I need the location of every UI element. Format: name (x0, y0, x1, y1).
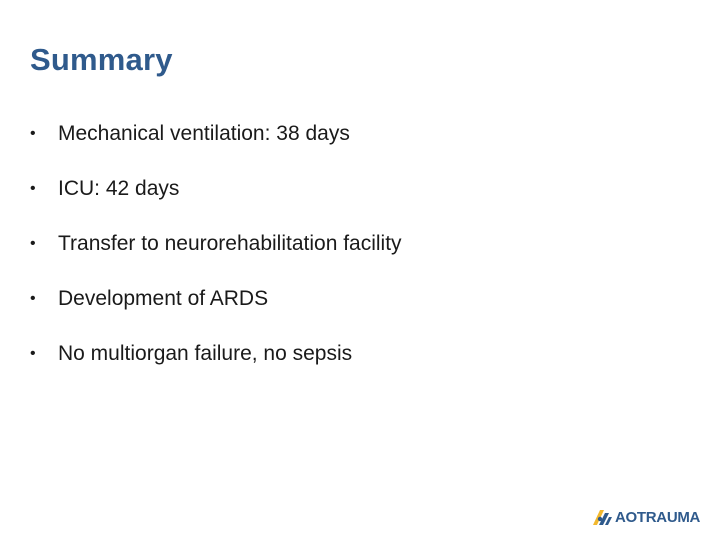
bullet-icon: • (30, 290, 36, 307)
list-item (30, 232, 402, 287)
bullet-text: Development of ARDS (58, 287, 269, 310)
bullet-text: Mechanical ventilation: 38 days (58, 122, 350, 145)
ao-trauma-logo-icon (591, 507, 613, 527)
bullet-icon: • (30, 180, 36, 197)
slide-title: Summary (30, 42, 173, 77)
list-item (30, 122, 402, 177)
bullet-icon: • (30, 125, 36, 142)
ao-trauma-logo (591, 505, 700, 529)
bullet-text: Transfer to neurorehabilitation facility (58, 232, 402, 255)
bullet-icon: • (30, 345, 36, 362)
logo-text: AOTRAUMA (615, 508, 701, 526)
list-item (30, 177, 402, 232)
bullet-list (30, 122, 402, 397)
bullet-icon: • (30, 235, 36, 252)
bullet-text: No multiorgan failure, no sepsis (58, 342, 353, 365)
bullet-text: ICU: 42 days (58, 177, 180, 200)
list-item (30, 287, 402, 342)
list-item (30, 342, 402, 397)
